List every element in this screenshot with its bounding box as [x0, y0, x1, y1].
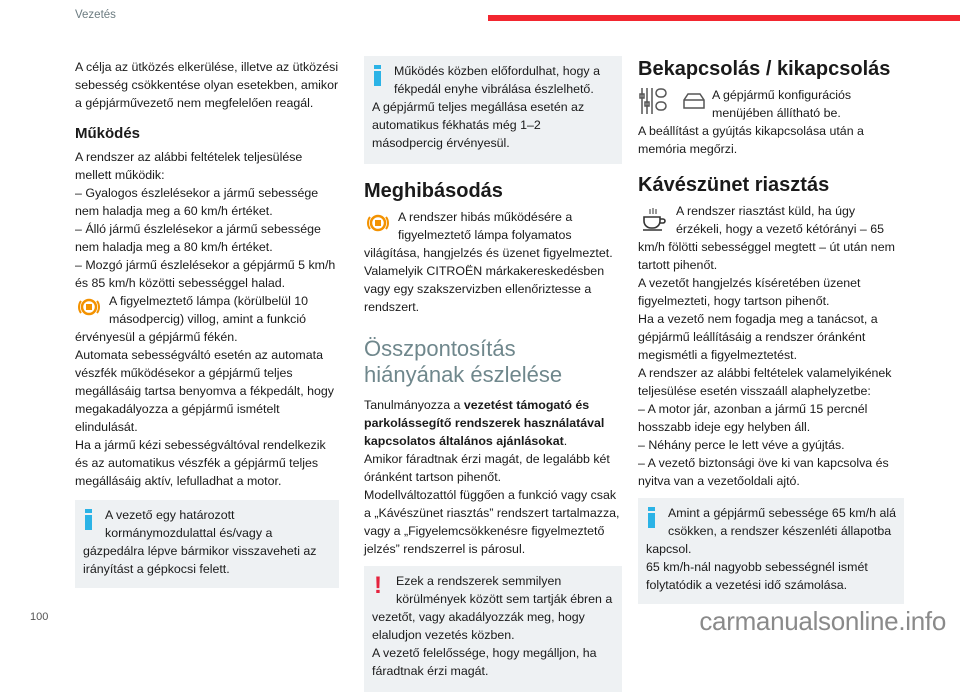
paragraph: Automata sebességváltó esetén az automata vészfék működésekor a gépjármű teljes megállásáig tartsa benyomva a fékpedált, hogy megakadályozza a gépjármű ismételt elindulását. — [75, 348, 334, 434]
section-header: Vezetés — [75, 9, 116, 21]
list-item: – Gyalogos észlelésekor a jármű sebessége nem haladja meg a 60 km/h értéket. — [75, 186, 319, 218]
list-item: – A vezető biztonsági öve ki van kapcsolva és nyitva van a vezetőoldali ajtó. — [638, 456, 889, 488]
heading-on-off: Bekapcsolás / kikapcsolás — [638, 58, 891, 80]
page-number: 100 — [30, 611, 49, 623]
bold-reference: vezetést támogató és parkolássegítő rendszerek használatával kapcsolatos általános ajánlásokat — [364, 398, 605, 448]
fault-text: A rendszer hibás működésére a figyelmeztető lámpa folyamatos világítása, hangjelzés és üzenet figyelmeztet. Valamelyik CITROËN márkakereskedésben vagy egy szakszervizben ellenőriztesse a rendszert. — [364, 210, 613, 314]
paragraph: Ha a vezető nem fogadja meg a tanácsot, a gépjármű leállításáig a rendszer óránként megismétli a figyelmeztetést. — [638, 312, 878, 362]
info-text: 65 km/h-nál nagyobb sebességnél ismét folytatódik a vezetési idő számolása. — [646, 560, 868, 592]
info-box — [364, 56, 622, 164]
brake-warning-icon — [366, 211, 390, 235]
heading-coffee-break: Kávészünet riasztás — [638, 174, 830, 196]
info-icon — [372, 65, 384, 86]
paragraph: Ha a jármű kézi sebességváltóval rendelkezik és az automatikus vészfék a gépjármű teljes megállásáig aktív, lefulladhat a motor. — [75, 438, 326, 488]
paragraph: Modellváltozattól függően a funkció vagy csak a „Kávészünet riasztás” rendszert tartalmazza, vagy a „Figyelemcsökkenésre figyelmeztető jelzés” rendszerrel is párosul. — [364, 488, 620, 556]
list-item: – A motor jár, azonban a jármű 15 percnél hosszabb ideje egy helyben áll. — [638, 402, 868, 434]
info-icon — [83, 509, 95, 530]
vehicle-config-car-icon — [638, 86, 706, 116]
text: Tanulmányozza a — [364, 398, 464, 412]
config-text: A gépjármű konfigurációs menüjében állítható be. — [712, 88, 852, 120]
warning-text: Ezek a rendszerek semmilyen körülmények között sem tartják ébren a vezetőt, vagy akadályozzák meg, hogy elaludjon vezetés közben. — [372, 574, 613, 642]
heading-operation: Működés — [75, 125, 141, 142]
column-right — [638, 56, 904, 604]
list-item: – Néhány perce le lett véve a gyújtás. — [638, 438, 845, 452]
list-item: – Álló jármű észlelésekor a jármű sebessége nem haladja meg a 80 km/h értéket. — [75, 222, 321, 254]
watermark: carmanualsonline.info — [699, 606, 946, 636]
info-text: Működés közben előfordulhat, hogy a fékpedál enyhe vibrálása észlelhető. — [394, 64, 600, 96]
paragraph: A rendszer az alábbi feltételek teljesülése mellett működik: — [75, 150, 303, 182]
paragraph: A rendszer az alábbi feltételek valamelyikének teljesülése esetén visszaáll alaphelyzetbe: — [638, 366, 892, 398]
column-middle — [364, 56, 622, 692]
lamp-text: A figyelmeztető lámpa (körülbelül 10 másodpercig) villog, amint a funkció érvényesül a gépjármű fékén. — [75, 294, 309, 344]
column-left — [75, 58, 339, 588]
info-text: A gépjármű teljes megállása esetén az automatikus fékhatás még 1–2 másodpercig érvényesül. — [372, 100, 585, 150]
heading-fault: Meghibásodás — [364, 180, 503, 202]
coffee-cup-icon — [640, 205, 668, 233]
paragraph: A vezetőt hangjelzés kíséretében üzenet figyelmezteti, hogy tartson pihenőt. — [638, 276, 861, 308]
text: . — [563, 434, 568, 448]
info-box — [638, 498, 904, 604]
paragraph: A beállítást a gyújtás kikapcsolása után a memória megőrzi. — [638, 124, 864, 156]
info-box — [75, 500, 339, 588]
info-text: A vezető egy határozott kormánymozdulattal és/vagy a gázpedálra lépve bármikor visszaveheti az irányítást a gépkocsi felett. — [83, 508, 317, 576]
coffee-text: A rendszer riasztást küld, ha úgy érzékeli, hogy a vezető kétórányi – 65 km/h fölötti sebességgel megtett – út után nem tartott pihenőt. — [638, 204, 895, 272]
intro-text: A célja az ütközés elkerülése, illetve az ütközési sebesség csökkentése olyan esetekben, amikor a gépjárművezető nem megfelelően reagál. — [75, 60, 339, 110]
warning-box — [364, 566, 622, 692]
list-item: – Mozgó jármű észlelésekor a gépjármű 5 km/h és 85 km/h közötti sebességgel halad. — [75, 258, 336, 290]
paragraph: Amikor fáradtnak érzi magát, de legalább két óránként tartson pihenőt. — [364, 452, 610, 484]
brake-warning-icon — [77, 295, 101, 319]
info-text: Amint a gépjármű sebessége 65 km/h alá csökken, a rendszer készenléti állapotba kapcsol. — [646, 506, 896, 556]
heading-attention: Összpontosítás hiányának észlelése — [364, 336, 563, 387]
paragraph — [364, 396, 622, 450]
header-accent-bar — [488, 15, 960, 21]
warning-text: A vezető felelőssége, hogy megálljon, ha fáradtnak érzi magát. — [372, 646, 597, 678]
warning-exclamation-icon: ! — [374, 572, 382, 599]
info-icon — [646, 507, 658, 528]
